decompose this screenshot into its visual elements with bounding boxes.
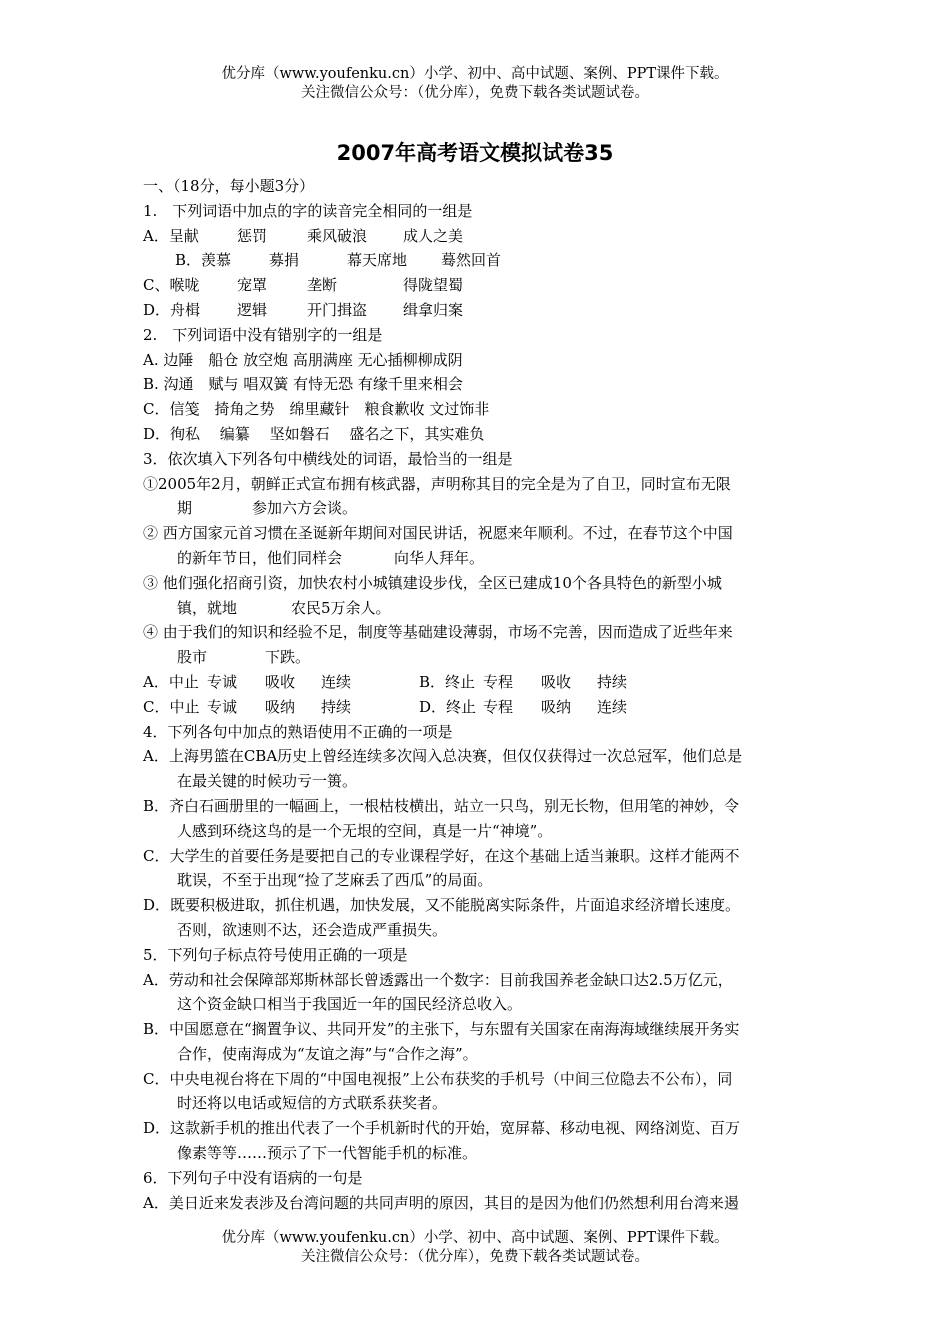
q3-options-ab: A．中止 专诚 吸收 连续 B．终止 专程 吸收 持续 (143, 672, 628, 691)
q1-option-a: A．呈献 惩罚 乘风破浪 成人之美 (143, 226, 464, 245)
section-heading: 一、（18分，每小题3分） (143, 177, 315, 195)
q3-stem: 3．依次填入下列各句中横线处的词语，最恰当的一组是 (143, 449, 513, 468)
q3-sentence-1: ①2005年2月，朝鲜正式宣布拥有核武器，声明称其目的完全是为了自卫，同时宣布无限 (143, 474, 731, 493)
q5-option-a: A．劳动和社会保障部郑斯林部长曾透露出一个数字：目前我国养老金缺口达2.5万亿元， (143, 970, 733, 989)
q6-stem: 6．下列句子中没有语病的一句是 (143, 1168, 363, 1187)
q4-option-d: D．既要积极进取，抓住机遇，加快发展，又不能脱离实际条件，片面追求经济增长速度。 (143, 896, 741, 915)
q2-option-d: D．徇私 编纂 坚如磐石 盛名之下，其实难负 (143, 424, 485, 443)
q5-option-b-cont: 合作，使南海成为“友谊之海”与“合作之海”。 (177, 1044, 478, 1063)
q5-option-c-cont: 时还将以电话或短信的方式联系获奖者。 (177, 1094, 448, 1113)
q3-sentence-2-cont: 的新年节日，他们同样会 向华人拜年。 (177, 548, 485, 567)
q5-stem: 5．下列句子标点符号使用正确的一项是 (143, 945, 408, 964)
q3-sentence-2: ② 西方国家元首习惯在圣诞新年期间对国民讲话，祝愿来年顺利。不过，在春节这个中国 (143, 524, 733, 543)
page-title: 2007年高考语文模拟试卷35 (336, 141, 614, 165)
header-line-1: 优分库（www.youfenku.cn）小学、初中、高中试题、案例、PPT课件下载。 (221, 66, 729, 82)
page-footer (0, 1229, 950, 1267)
q1-option-b: B．羡慕 募捐 幕天席地 蓦然回首 (175, 251, 502, 270)
q4-option-a: A．上海男篮在CBA历史上曾经连续多次闯入总决赛，但仅仅获得过一次总冠军，他们总是 (143, 747, 743, 766)
q4-stem: 4．下列各句中加点的熟语使用不正确的一项是 (143, 722, 453, 741)
q5-option-b: B．中国愿意在“搁置争议、共同开发”的主张下，与东盟有关国家在南海海域继续展开务实 (143, 1020, 740, 1039)
q2-option-c: C．信笺 掎角之势 绵里藏针 粮食歉收 文过饰非 (143, 400, 490, 419)
q4-option-c: C．大学生的首要任务是要把自己的专业课程学好，在这个基础上适当兼职。这样才能两不 (143, 846, 740, 865)
q1-option-c: C、喉咙 宠罩 垄断 得陇望蜀 (143, 276, 464, 295)
q5-option-a-cont: 这个资金缺口相当于我国近一年的国民经济总收入。 (177, 995, 523, 1014)
q1-option-d: D．舟楫 逻辑 开门揖盗 缉拿归案 (143, 300, 464, 319)
q4-option-c-cont: 耽误，不至于出现“捡了芝麻丢了西瓜”的局面。 (177, 871, 493, 890)
q4-option-b-cont: 人感到环绕这鸟的是一个无垠的空间，真是一片“神境”。 (177, 821, 553, 840)
q3-sentence-3: ③ 他们强化招商引资，加快农村小城镇建设步伐，全区已建成10个各具特色的新型小城 (143, 573, 722, 592)
q6-option-a: A．美日近来发表涉及台湾问题的共同声明的原因，其目的是因为他们仍然想利用台湾来遏 (143, 1193, 739, 1212)
q5-option-d: D．这款新手机的推出代表了一个手机新时代的开始，宽屏幕、移动电视、网络浏览、百万 (143, 1119, 741, 1138)
q3-sentence-1-cont: 期 参加六方会谈。 (177, 499, 358, 518)
footer-line-1: 优分库（www.youfenku.cn）小学、初中、高中试题、案例、PPT课件下载。 (221, 1230, 729, 1246)
header-line-2: 关注微信公众号：（优分库），免费下载各类试题试卷。 (301, 85, 649, 101)
page-header (0, 65, 950, 103)
q2-option-b: B. 沟通 赋与 唱双簧 有恃无恐 有缘千里来相会 (143, 375, 463, 394)
q4-option-a-cont: 在最关键的时候功亏一篑。 (177, 772, 358, 791)
q5-option-d-cont: 像素等等……预示了下一代智能手机的标准。 (177, 1144, 478, 1163)
q1-stem: 1. 下列词语中加点的字的读音完全相同的一组是 (143, 201, 473, 220)
q4-option-b: B．齐白石画册里的一幅画上，一根枯枝横出，站立一只鸟，别无长物，但用笔的神妙，令 (143, 796, 740, 815)
q5-option-c: C．中央电视台将在下周的“中国电视报”上公布获奖的手机号（中间三位隐去不公布），同 (143, 1069, 733, 1088)
q2-stem: 2. 下列词语中没有错别字的一组是 (143, 325, 383, 344)
q3-sentence-3-cont: 镇，就地 农民5万余人。 (177, 598, 391, 617)
q2-option-a: A. 边陲 船仓 放空炮 高朋满座 无心插柳柳成阴 (143, 350, 463, 369)
q3-sentence-4: ④ 由于我们的知识和经验不足，制度等基础建设薄弱，市场不完善，因而造成了近些年来 (143, 623, 733, 642)
exam-content (143, 174, 823, 1215)
q3-sentence-4-cont: 股市 下跌。 (177, 648, 311, 667)
q4-option-d-cont: 否则，欲速则不达，还会造成严重损失。 (177, 920, 448, 939)
footer-line-2: 关注微信公众号：（优分库），免费下载各类试题试卷。 (301, 1249, 649, 1265)
q3-options-cd: C．中止 专诚 吸纳 持续 D．终止 专程 吸纳 连续 (143, 697, 628, 716)
